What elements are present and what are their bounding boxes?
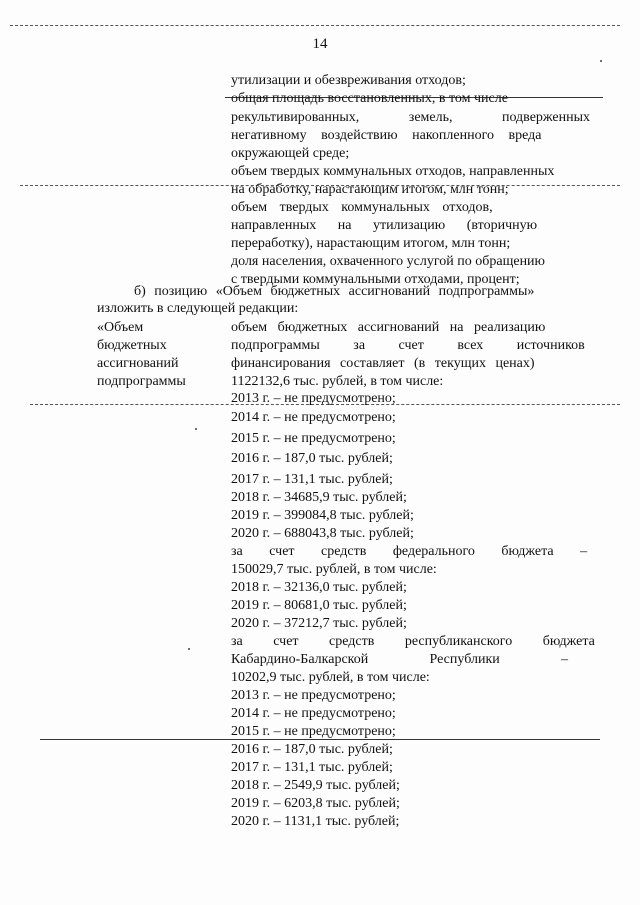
year-line: 2017 г. – 131,1 тыс. рублей; — [231, 472, 393, 487]
federal-line: за счет средств федерального бюджета – — [231, 544, 588, 559]
left-label-line: подпрограммы — [97, 374, 186, 389]
year-line: 2019 г. – 6203,8 тыс. рублей; — [231, 796, 400, 811]
year-line: 2019 г. – 399084,8 тыс. рублей; — [231, 508, 414, 523]
year-line: 2015 г. – не предусмотрено; — [231, 724, 396, 739]
year-line: 2020 г. – 1131,1 тыс. рублей; — [231, 814, 400, 829]
federal-line: 150029,7 тыс. рублей, в том числе: — [231, 562, 437, 577]
right-text-line: подпрограммы за счет всех источников — [231, 338, 585, 353]
year-line: 2014 г. – не предусмотрено; — [231, 410, 396, 425]
text-line — [231, 91, 603, 107]
text-line: окружающей среде; — [231, 146, 350, 161]
republic-line: 10202,9 тыс. рублей, в том числе: — [231, 670, 430, 685]
text-line: рекультивированных, земель, подверженных — [231, 110, 591, 125]
republic-dash: – — [561, 652, 568, 667]
text-line: объем твердых коммунальных отходов, направленных — [231, 164, 555, 179]
position-b-line: б) позицию «Объем бюджетных ассигнований подпрограммы» — [134, 284, 535, 299]
year-line: 2017 г. – 131,1 тыс. рублей; — [231, 760, 393, 775]
year-line: 2018 г. – 34685,9 тыс. рублей; — [231, 490, 407, 505]
text-line: с твердыми коммунальными отходами, процент; — [231, 272, 520, 287]
year-line: 2020 г. – 688043,8 тыс. рублей; — [231, 526, 414, 541]
left-label-line: «Объем — [97, 320, 144, 335]
year-line: 2020 г. – 37212,7 тыс. рублей; — [231, 616, 407, 631]
text-line: переработку), нарастающим итогом, млн тонн; — [231, 236, 511, 251]
year-line: 2019 г. – 80681,0 тыс. рублей; — [231, 598, 407, 613]
left-label-line: бюджетных — [97, 338, 167, 353]
page-number: 14 — [312, 36, 328, 52]
right-text-line: финансирования составляет (в текущих ценах) — [231, 356, 535, 371]
year-line: 2016 г. – 187,0 тыс. рублей; — [231, 451, 393, 466]
year-line: 2016 г. – 187,0 тыс. рублей; — [231, 742, 393, 757]
text-line: утилизации и обезвреживания отходов; — [231, 73, 466, 88]
scan-artifact-line — [10, 25, 620, 26]
position-b-line: изложить в следующей редакции: — [97, 301, 299, 316]
republic-name-part: Республики — [429, 652, 500, 667]
year-line: 2014 г. – не предусмотрено; — [231, 706, 396, 721]
year-line: 2013 г. – не предусмотрено; — [231, 391, 396, 406]
left-label-line: ассигнований — [97, 356, 179, 371]
text-line: на обработку, нарастающим итогом, млн тонн; — [231, 182, 509, 197]
scan-speck — [600, 60, 602, 62]
year-line: 2015 г. – не предусмотрено; — [231, 431, 396, 446]
year-line: 2013 г. – не предусмотрено; — [231, 688, 396, 703]
scan-speck — [188, 648, 190, 650]
text-line-justified: общая площадь восстановленных, в том числе — [231, 91, 508, 106]
text-line: негативному воздействию накопленного вреда — [231, 128, 542, 143]
text-line: объем твердых коммунальных отходов, — [231, 200, 493, 215]
republic-name-part: Кабардино-Балкарской — [231, 652, 369, 667]
right-text-line: 1122132,6 тыс. рублей, в том числе: — [231, 374, 444, 389]
republic-line — [231, 652, 568, 668]
republic-line: за счет средств республиканского бюджета — [231, 634, 595, 649]
text-line: доля населения, охваченного услугой по обращению — [231, 254, 546, 269]
text-line: направленных на утилизацию (вторичную — [231, 218, 538, 233]
year-line: 2018 г. – 32136,0 тыс. рублей; — [231, 580, 407, 595]
right-text-line: объем бюджетных ассигнований на реализацию — [231, 320, 546, 335]
year-line: 2018 г. – 2549,9 тыс. рублей; — [231, 778, 400, 793]
scan-speck — [195, 428, 197, 430]
